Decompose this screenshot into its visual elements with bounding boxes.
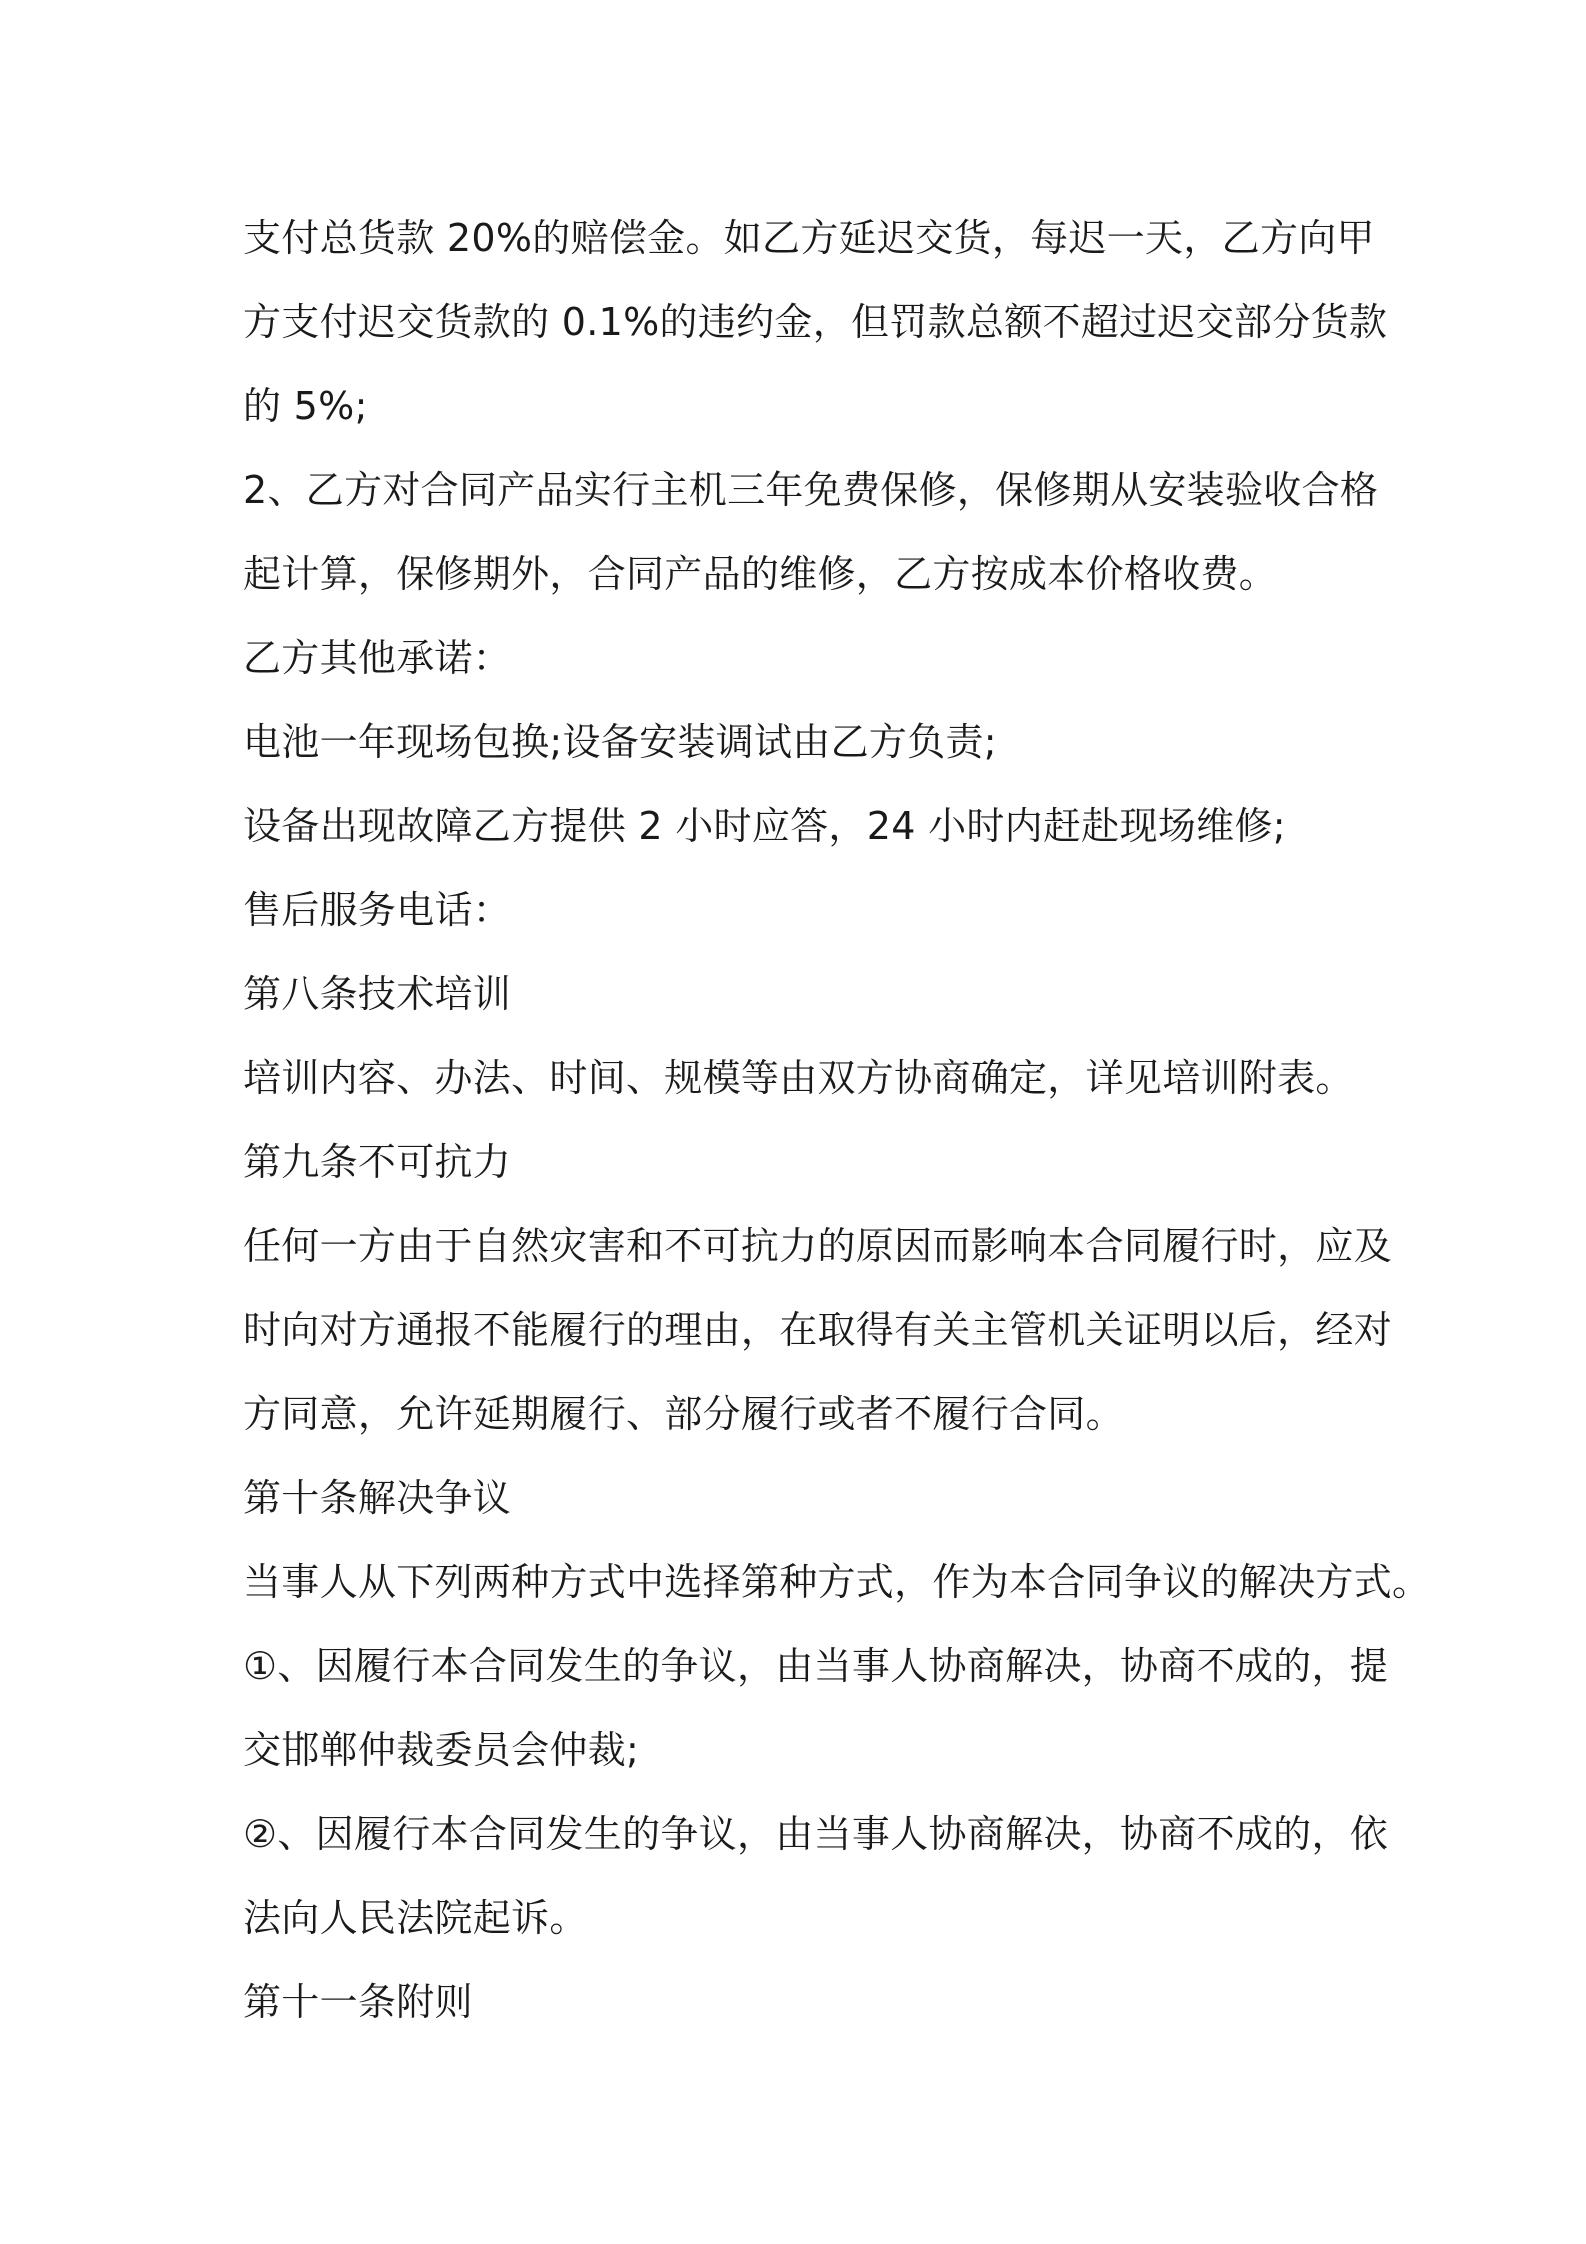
text-line: 培训内容、办法、时间、规模等由双方协商确定，详见培训附表。: [243, 1056, 1354, 1100]
text-line: 交邯郸仲裁委员会仲裁;: [243, 1728, 640, 1772]
text-line: 乙方其他承诺：: [243, 636, 512, 680]
text-line: 起计算，保修期外，合同产品的维修，乙方按成本价格收费。: [243, 552, 1278, 596]
section-heading: 第十一条附则: [243, 1980, 473, 2024]
text-line: 设备出现故障乙方提供 2 小时应答，24 小时内赶赴现场维修;: [243, 804, 1286, 848]
text-line: ①、因履行本合同发生的争议，由当事人协商解决，协商不成的，提: [243, 1644, 1389, 1688]
text-line: 的 5%;: [243, 384, 368, 428]
text-line: 支付总货款 20%的赔偿金。如乙方延迟交货，每迟一天，乙方向甲: [243, 216, 1375, 260]
text-line: 当事人从下列两种方式中选择第种方式，作为本合同争议的解决方式。: [243, 1560, 1431, 1604]
section-heading: 第十条解决争议: [243, 1476, 512, 1520]
section-heading: 第八条技术培训: [243, 972, 512, 1016]
contract-text: [243, 196, 1431, 2044]
text-line: 电池一年现场包换;设备安装调试由乙方负责;: [243, 720, 997, 764]
text-line: 方支付迟交货款的 0.1%的违约金，但罚款总额不超过迟交部分货款: [243, 300, 1388, 344]
section-heading: 第九条不可抗力: [243, 1140, 512, 1184]
text-line: 方同意，允许延期履行、部分履行或者不履行合同。: [243, 1392, 1124, 1436]
text-line: 售后服务电话：: [243, 888, 512, 932]
text-line: ②、因履行本合同发生的争议，由当事人协商解决，协商不成的，依: [243, 1812, 1389, 1856]
text-line: 任何一方由于自然灾害和不可抗力的原因而影响本合同履行时，应及: [243, 1224, 1393, 1268]
text-line: 法向人民法院起诉。: [243, 1896, 588, 1940]
text-line: 2、乙方对合同产品实行主机三年免费保修，保修期从安装验收合格: [243, 468, 1379, 512]
text-line: 时向对方通报不能履行的理由，在取得有关主管机关证明以后，经对: [243, 1308, 1393, 1352]
